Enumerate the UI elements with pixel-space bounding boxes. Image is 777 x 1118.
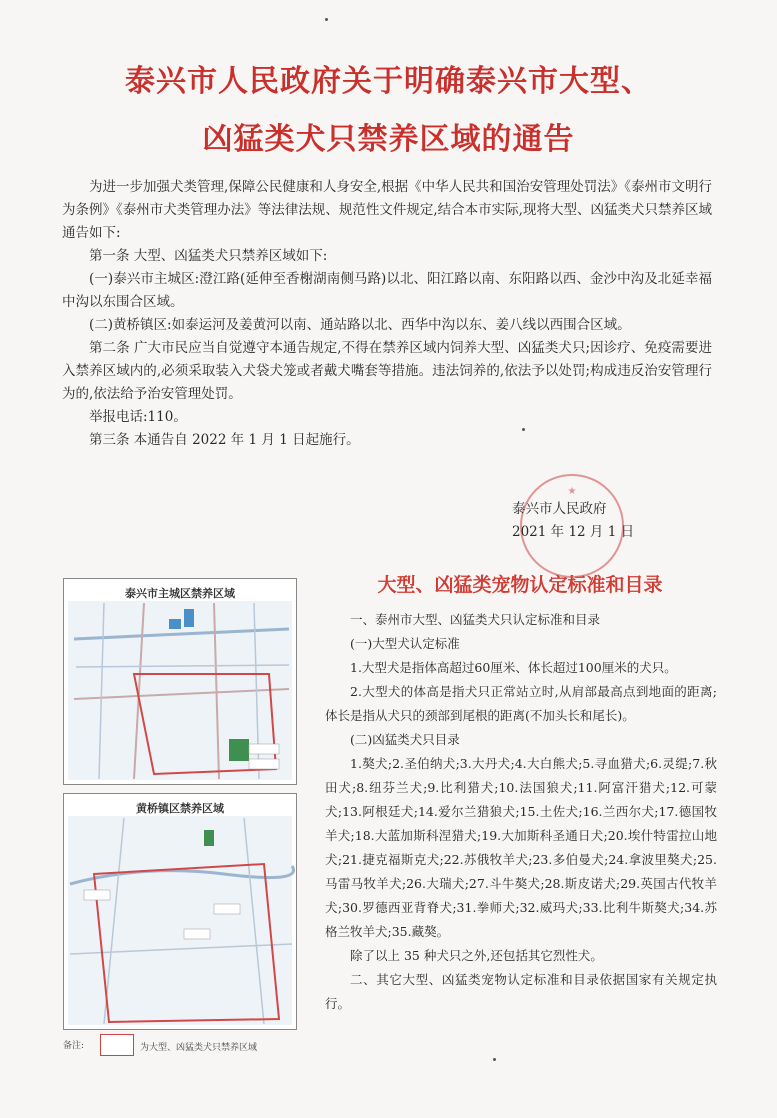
notice-paragraph: 举报电话:110。 — [89, 409, 187, 425]
legend-swatch — [100, 1034, 134, 1056]
map-main-city — [63, 578, 297, 785]
map1-title: 泰兴市主城区禁养区域 — [125, 587, 235, 600]
legend-label: 为大型、凶猛类犬只禁养区域 — [140, 1043, 258, 1053]
notice-signer: 泰兴市人民政府 — [512, 501, 607, 517]
notice-paragraph: 第三条 本通告自 2022 年 1 月 1 日起施行。 — [89, 432, 360, 448]
standards-line: 2.大型犬的体高是指犬只正常站立时,从肩部最高点到地面的距离;体长是指从犬只的颈部到尾根的距离(不加头长和尾长)。 — [325, 684, 717, 723]
standards-line: 1.獒犬;2.圣伯纳犬;3.大丹犬;4.大白熊犬;5.寻血猎犬;6.灵缇;7.秋田犬;8.纽芬兰犬;9.比利猎犬;10.法国狼犬;11.阿富汗猎犬;12.可蒙犬;13.阿根廷犬;14.爱尔兰猎狼犬;15.土佐犬;16.兰西尔犬;17.德国牧羊犬;18.大蓝加斯科涅猎犬;19.大加斯科圣通日犬;20.埃什特雷拉山地犬;21.捷克福斯克犬;22.苏俄牧羊犬;23.多伯曼犬;24.拿波里獒犬;25.马雷马牧羊犬;26.大瑞犬;27.斗牛獒犬;28.斯皮诺犬;29.英国古代牧羊犬;30.罗德西亚背脊犬;31.拳师犬;32.威玛犬;33.比利牛斯獒犬;34.苏格兰牧羊犬;35.藏獒。 — [325, 756, 717, 939]
notice-paragraph: (二)黄桥镇区:如泰运河及姜黄河以南、通站路以北、西华中沟以东、姜八线以西围合区域。 — [89, 317, 631, 333]
notice-body — [62, 176, 712, 452]
standards-title: 大型、凶猛类宠物认定标准和目录 — [377, 574, 663, 596]
scan-speck — [522, 428, 525, 431]
standards-line: (一)大型犬认定标准 — [350, 636, 460, 651]
standards-line: 二、其它大型、凶猛类宠物认定标准和目录依据国家有关规定执行。 — [325, 972, 717, 1011]
map1-graphic — [64, 579, 296, 784]
scan-speck — [325, 18, 328, 21]
notice-title-line1: 泰兴市人民政府关于明确泰兴市大型、 — [125, 64, 652, 99]
standards-line: (二)凶猛类犬只目录 — [350, 732, 460, 747]
standards-body — [325, 608, 717, 1016]
notice-paragraph: 第二条 广大市民应当自觉遵守本通告规定,不得在禁养区域内饲养大型、凶猛类犬只;因诊疗、免疫需要进入禁养区域内的,必须采取装入犬袋犬笼或者戴犬嘴套等措施。违法饲养的,依法予以处罚;构成违反治安管理行为的,依法给予治安管理处罚。 — [62, 340, 712, 402]
map2-title: 黄桥镇区禁养区域 — [136, 802, 224, 815]
notice-title-line2: 凶猛类犬只禁养区域的通告 — [202, 122, 575, 157]
seal-text: ★ — [567, 486, 577, 497]
notice-paragraph: 第一条 大型、凶猛类犬只禁养区域如下: — [89, 248, 328, 264]
map2-graphic — [64, 794, 296, 1029]
map-huangqiao — [63, 793, 297, 1030]
standards-line: 一、泰州市大型、凶猛类犬只认定标准和目录 — [350, 612, 601, 627]
scan-speck — [493, 1058, 496, 1061]
notice-date: 2021 年 12 月 1 日 — [512, 524, 635, 540]
legend-prefix: 备注: — [63, 1041, 85, 1051]
notice-paragraph: 为进一步加强犬类管理,保障公民健康和人身安全,根据《中华人民共和国治安管理处罚法》《泰州市文明行为条例》《泰州市犬类管理办法》等法律法规、规范性文件规定,结合本市实际,现将大型、凶猛类犬只禁养区域通告如下: — [62, 179, 712, 241]
standards-line: 1.大型犬是指体高超过60厘米、体长超过100厘米的犬只。 — [350, 660, 677, 675]
standards-line: 除了以上 35 种犬只之外,还包括其它烈性犬。 — [350, 948, 603, 963]
notice-paragraph: (一)泰兴市主城区:澄江路(延伸至香榭湖南侧马路)以北、阳江路以南、东阳路以西、金沙中沟及北延幸福中沟以东围合区域。 — [62, 271, 712, 310]
